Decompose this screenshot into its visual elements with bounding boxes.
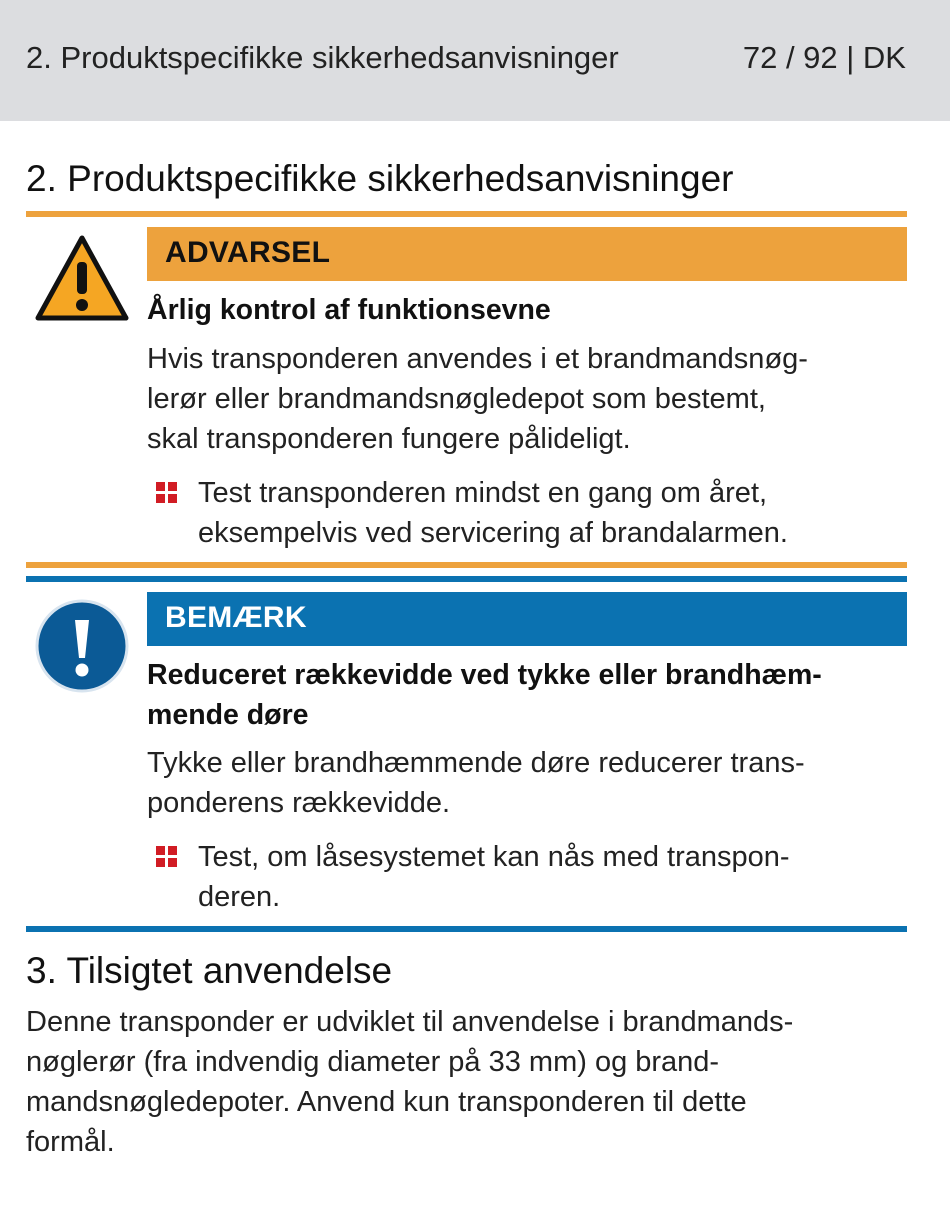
note-body-line: Tykke eller brandhæmmende døre reducerer trans- (147, 747, 805, 779)
warning-bullet-text (198, 473, 918, 553)
note-bullet-line: Test, om låsesystemet kan nås med transpon- (198, 841, 790, 873)
note-bullet-text (198, 837, 918, 917)
warning-bullet-line: eksempelvis ved servicering af brandalarmen. (198, 517, 788, 549)
note-body (147, 743, 917, 823)
page-header (0, 0, 950, 121)
warning-top-rule (26, 211, 907, 217)
note-body-line: ponderens rækkevidde. (147, 787, 451, 819)
warning-bottom-rule (26, 562, 907, 568)
note-banner (147, 592, 907, 646)
section-2-title: 2. Produktspecifikke sikkerhedsanvisninger (26, 158, 734, 199)
warning-body (147, 339, 917, 459)
note-bottom-rule (26, 926, 907, 932)
header-chapter: 2. Produktspecifikke sikkerhedsanvisninger (26, 40, 619, 75)
section-3-body-line: formål. (26, 1126, 115, 1158)
warning-bullet-line: Test transponderen mindst en gang om året, (198, 477, 768, 509)
exclamation-circle-icon (34, 598, 130, 694)
header-page-info: 72 / 92 | DK (742, 40, 906, 75)
warning-body-line: skal transponderen fungere pålideligt. (147, 423, 631, 455)
red-bullet-icon (156, 482, 178, 504)
section-3-body-line: nøglerør (fra indvendig diameter på 33 mm) og brand- (26, 1046, 720, 1078)
section-3-body (26, 1002, 916, 1162)
warning-body-line: lerør eller brandmandsnøgledepot som bestemt, (147, 383, 766, 415)
warning-label: ADVARSEL (165, 236, 331, 269)
section-3-title: 3. Tilsigtet anvendelse (26, 950, 393, 991)
section-3-body-line: Denne transponder er udviklet til anvendelse i brandmands- (26, 1006, 794, 1038)
note-label: BEMÆRK (165, 601, 307, 634)
warning-triangle-icon (34, 232, 130, 328)
note-heading-line: mende døre (147, 699, 309, 731)
red-bullet-icon (156, 846, 178, 868)
section-3-body-line: mandsnøgledepoter. Anvend kun transponderen til dette (26, 1086, 747, 1118)
warning-banner (147, 227, 907, 281)
note-heading-line: Reduceret rækkevidde ved tykke eller brandhæm- (147, 659, 822, 691)
note-top-rule (26, 576, 907, 582)
warning-heading: Årlig kontrol af funktionsevne (147, 294, 551, 326)
note-heading (147, 655, 917, 735)
note-bullet-line: deren. (198, 881, 281, 913)
warning-body-line: Hvis transponderen anvendes i et brandmandsnøg- (147, 343, 808, 375)
